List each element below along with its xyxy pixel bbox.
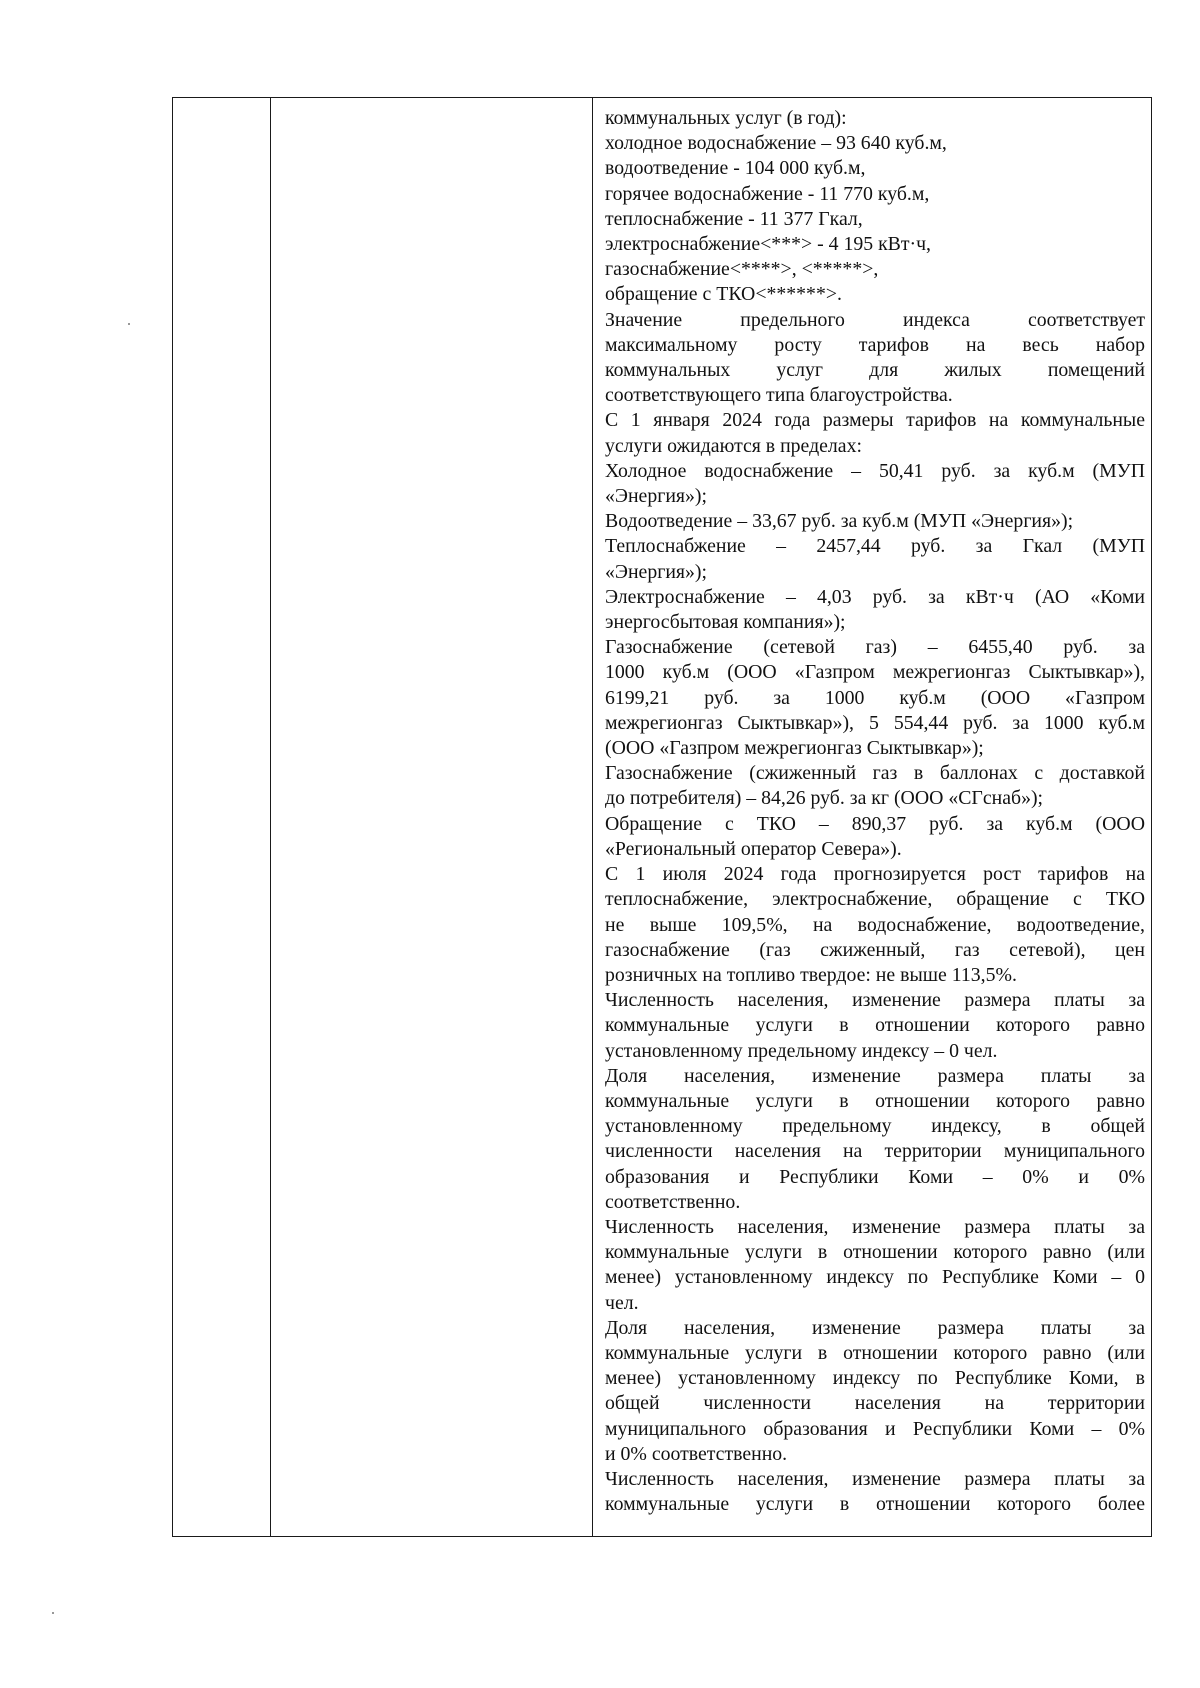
text-line: розничных на топливо твердое: не выше 113,5%.: [605, 963, 1017, 986]
table-text-cell: [605, 106, 1145, 1517]
table-column-divider-2: [592, 98, 593, 1536]
text-line: коммунальные услуги в отношении которого равно (или: [605, 1241, 1145, 1264]
text-line: Холодное водоснабжение – 50,41 руб. за куб.м (МУП: [605, 459, 1145, 482]
text-line: до потребителя) – 84,26 руб. за кг (ООО «СГснаб»);: [605, 787, 1044, 810]
text-line: коммунальных услуг (в год):: [605, 107, 847, 129]
text-line: соответственно.: [605, 1190, 741, 1213]
text-line: Доля населения, изменение размера платы за: [605, 1064, 1145, 1087]
text-line: Газоснабжение (сетевой газ) – 6455,40 руб. за: [605, 636, 1145, 659]
text-line: менее) установленному индексу по Республике Коми, в: [605, 1367, 1145, 1390]
text-line: Теплоснабжение – 2457,44 руб. за Гкал (МУП: [605, 535, 1145, 558]
text-line: соответствующего типа благоустройства.: [605, 384, 953, 407]
text-line: коммунальные услуги в отношении которого более: [605, 1493, 1145, 1516]
text-line: холодное водоснабжение – 93 640 куб.м,: [605, 132, 947, 155]
text-line: газоснабжение<****>, <*****>,: [605, 258, 879, 281]
text-line: Доля населения, изменение размера платы за: [605, 1316, 1145, 1339]
text-line: коммунальные услуги в отношении которого равно: [605, 1089, 1145, 1112]
text-line: теплоснабжение, электроснабжение, обращение с ТКО: [605, 888, 1145, 911]
text-line: образования и Республики Коми – 0% и 0%: [605, 1165, 1145, 1188]
scan-speck: [52, 1612, 54, 1614]
text-line: коммунальные услуги в отношении которого равно: [605, 1014, 1145, 1037]
text-line: общей численности населения на территории: [605, 1392, 1145, 1415]
text-line: Обращение с ТКО – 890,37 руб. за куб.м (ООО: [605, 812, 1145, 835]
text-line: «Региональный оператор Севера»).: [605, 837, 902, 860]
text-line: Значение предельного индекса соответствует: [605, 308, 1145, 331]
text-line: газоснабжение (газ сжиженный, газ сетевой), цен: [605, 938, 1145, 961]
text-line: муниципального образования и Республики Коми – 0%: [605, 1417, 1145, 1440]
text-line: Газоснабжение (сжиженный газ в баллонах с доставкой: [605, 762, 1145, 785]
text-line: Водоотведение – 33,67 руб. за куб.м (МУП «Энергия»);: [605, 510, 1074, 533]
text-line: Численность населения, изменение размера платы за: [605, 1467, 1145, 1490]
text-line: максимальному росту тарифов на весь набор: [605, 333, 1145, 356]
text-line: установленному предельному индексу, в общей: [605, 1115, 1145, 1138]
text-line: теплоснабжение - 11 377 Гкал,: [605, 207, 863, 230]
scan-speck: [128, 323, 130, 325]
text-line: водоотведение - 104 000 куб.м,: [605, 157, 866, 180]
text-line: и 0% соответственно.: [605, 1442, 788, 1465]
text-line: горячее водоснабжение - 11 770 куб.м,: [605, 182, 930, 205]
text-line: коммунальных услуг для жилых помещений: [605, 359, 1145, 382]
text-line: энергосбытовая компания»);: [605, 611, 846, 634]
text-line: 1000 куб.м (ООО «Газпром межрегионгаз Сыктывкар»),: [605, 661, 1145, 684]
text-line: 6199,21 руб. за 1000 куб.м (ООО «Газпром: [605, 686, 1145, 709]
table-column-divider-1: [270, 98, 271, 1536]
text-line: «Энергия»);: [605, 485, 707, 508]
text-line: установленному предельному индексу – 0 чел.: [605, 1039, 998, 1062]
text-line: электроснабжение<***> - 4 195 кВт·ч,: [605, 233, 931, 256]
document-table: [172, 97, 1152, 1537]
cell-text-body: [605, 106, 1145, 1517]
text-line: Численность населения, изменение размера платы за: [605, 1215, 1145, 1238]
text-line: Численность населения, изменение размера платы за: [605, 989, 1145, 1012]
text-line: обращение с ТКО<******>.: [605, 283, 842, 306]
text-line: численности населения на территории муниципального: [605, 1140, 1145, 1163]
text-line: коммунальные услуги в отношении которого равно (или: [605, 1341, 1145, 1364]
text-line: «Энергия»);: [605, 560, 707, 583]
text-line: С 1 июля 2024 года прогнозируется рост тарифов на: [605, 863, 1145, 886]
text-line: не выше 109,5%, на водоснабжение, водоотведение,: [605, 913, 1145, 936]
text-line: С 1 января 2024 года размеры тарифов на коммунальные: [605, 409, 1145, 432]
text-line: менее) установленному индексу по Республике Коми – 0: [605, 1266, 1145, 1289]
text-line: чел.: [605, 1291, 639, 1314]
text-line: Электроснабжение – 4,03 руб. за кВт·ч (АО «Коми: [605, 585, 1145, 608]
text-line: услуги ожидаются в пределах:: [605, 434, 862, 457]
text-line: межрегионгаз Сыктывкар»), 5 554,44 руб. за 1000 куб.м: [605, 711, 1145, 734]
text-line: (ООО «Газпром межрегионгаз Сыктывкар»);: [605, 737, 984, 760]
